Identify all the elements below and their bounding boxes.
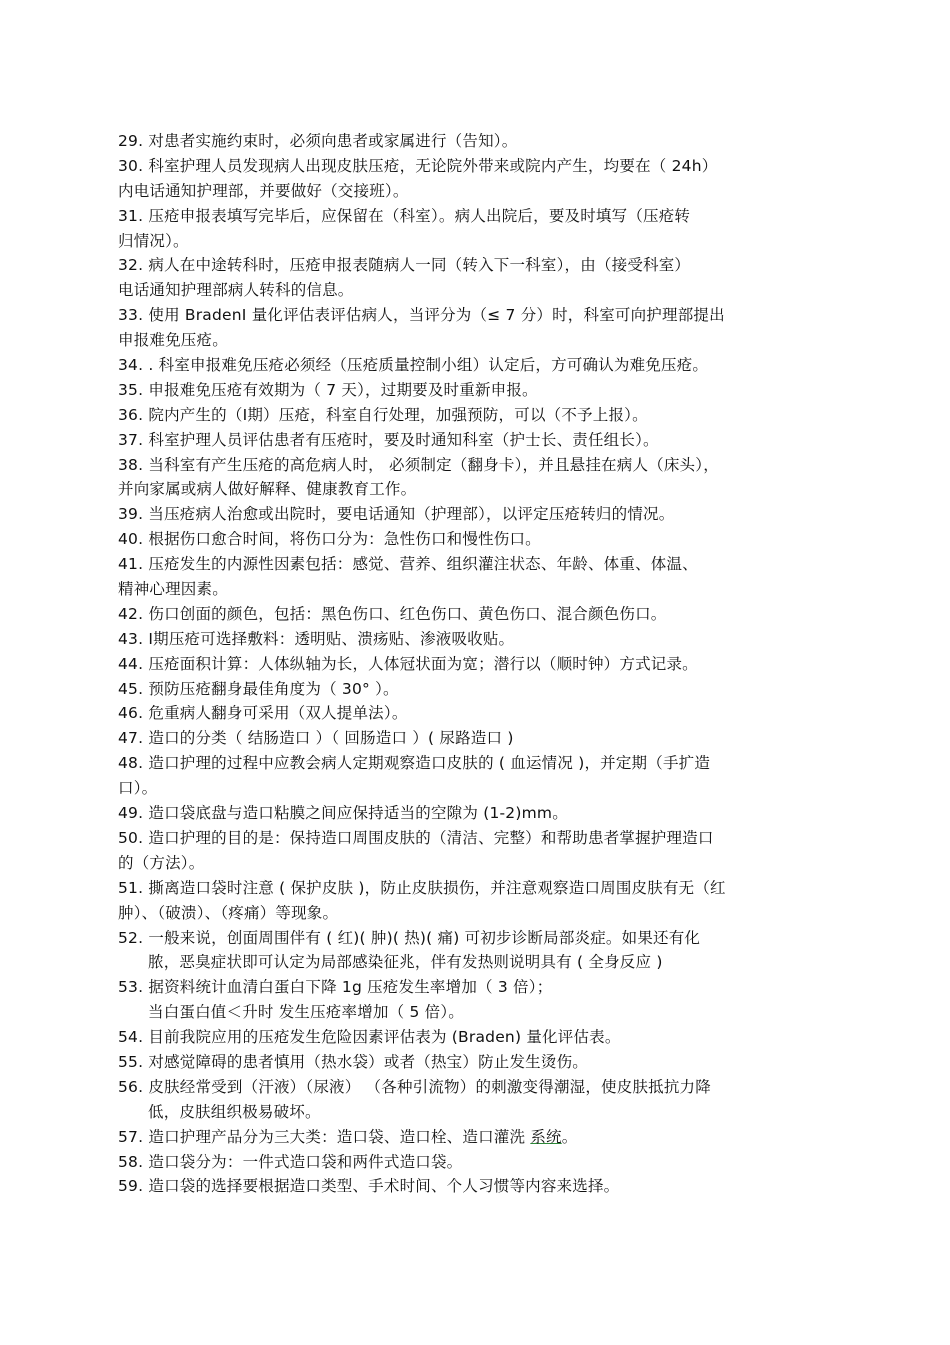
text-line: 36. 院内产生的（Ⅰ期）压疮，科室自行处理，加强预防，可以（不予上报）。 [118,405,648,424]
text-line: 55. 对感觉障碍的患者慎用（热水袋）或者（热宝）防止发生烫伤。 [118,1052,588,1071]
text-line: 低，皮肤组织极易破坏。 [148,1102,321,1121]
text-line: 43. Ⅰ期压疮可选择敷料：透明贴、溃疡贴、渗液吸收贴。 [118,629,515,648]
text-line: 58. 造口袋分为：一件式造口袋和两件式造口袋。 [118,1152,463,1171]
text-line-57 [118,1125,838,1150]
text-line: 35. 申报难免压疮有效期为（ 7 天），过期要及时重新申报。 [118,380,538,399]
text-line: 口）。 [118,779,158,798]
text-line: 并向家属或病人做好解释、健康教育工作。 [118,480,417,499]
text-line: 39. 当压疮病人治愈或出院时，要电话通知（护理部），以评定压疮转归的情况。 [118,505,675,524]
text-line: 脓，恶臭症状即可认定为局部感染征兆，伴有发热则说明具有 ( 全身反应 ) [148,953,663,972]
text-line: 内电话通知护理部，并要做好（交接班）。 [118,181,409,200]
text-line: 42. 伤口创面的颜色，包括：黑色伤口、红色伤口、黄色伤口、混合颜色伤口。 [118,604,667,623]
text-line: 29. 对患者实施约束时，必须向患者或家属进行（告知）。 [118,132,518,150]
text-line-57-end: 。 [561,1127,578,1146]
text-line: 32. 病人在中途转科时，压疮申报表随病人一同（转入下一科室），由（接受科室） [118,256,691,275]
text-line: 31. 压疮申报表填写完毕后，应保留在（科室）。病人出院后，要及时填写（压疮转 [118,206,691,225]
text-line: 41. 压疮发生的内源性因素包括：感觉、营养、组织灌注状态、年龄、体重、体温、 [118,555,698,574]
text-line: 37. 科室护理人员评估患者有压疮时，要及时通知科室（护士长、责任组长）。 [118,430,659,449]
underlined-word: 系统 [530,1127,562,1146]
text-line: 50. 造口护理的目的是：保持造口周围皮肤的（清洁、完整）和帮助患者掌握护理造口 [118,828,714,847]
text-line: 48. 造口护理的过程中应教会病人定期观察造口皮肤的 ( 血运情况 )，并定期（手扩造 [118,754,711,773]
text-line: 30. 科室护理人员发现病人出现皮肤压疮，无论院外带来或院内产生，均要在（ 24h） [118,156,718,175]
text-line: 59. 造口袋的选择要根据造口类型、手术时间、个人习惯等内容来选择。 [118,1177,620,1196]
text-line: 51. 撕离造口袋时注意 ( 保护皮肤 )，防止皮肤损伤，并注意观察造口周围皮肤有无（红 [118,878,726,897]
text-line: 38. 当科室有产生压疮的高危病人时， 必须制定（翻身卡），并且悬挂在病人（床头）， [118,455,719,474]
text-line: 54. 目前我院应用的压疮发生危险因素评估表为 (Braden) 量化评估表。 [118,1028,621,1047]
text-line: 归情况）。 [118,231,189,250]
text-line: 当白蛋白值＜升时 发生压疮率增加（ 5 倍）。 [148,1003,464,1022]
text-line: 电话通知护理部病人转科的信息。 [118,281,354,300]
text-line: 申报难免压疮。 [118,331,228,350]
text-line: 肿）、（破溃）、（疼痛）等现象。 [118,903,339,922]
text-line: 44. 压疮面积计算：人体纵轴为长，人体冠状面为宽；潜行以（顺时钟）方式记录。 [118,654,698,673]
text-line: 53. 据资料统计血清白蛋白下降 1g 压疮发生率增加（ 3 倍）； [118,978,553,997]
text-line: 47. 造口的分类（ 结肠造口 ）（ 回肠造口 ）( 尿路造口 ) [118,729,514,748]
text-line: 精神心理因素。 [118,580,228,599]
text-line: 56. 皮肤经常受到（汗液）（尿液） （各种引流物）的刺激变得潮湿，使皮肤抵抗力降 [118,1077,711,1096]
text-line: 34. . 科室申报难免压疮必须经（压疮质量控制小组）认定后，方可确认为难免压疮。 [118,356,709,375]
text-line: 40. 根据伤口愈合时间，将伤口分为：急性伤口和慢性伤口。 [118,530,541,549]
text-line: 33. 使用 BradenI 量化评估表评估病人，当评分为（≤ 7 分）时，科室可向护理部提出 [118,306,725,325]
text-line: 46. 危重病人翻身可采用（双人提单法）。 [118,704,408,723]
text-line-57-start: 57. 造口护理产品分为三大类：造口袋、造口栓、造口灌洗 [118,1127,531,1146]
text-line: 49. 造口袋底盘与造口粘膜之间应保持适当的空隙为 (1-2)mm。 [118,804,568,823]
text-line: 52. 一般来说，创面周围伴有 ( 红)( 肿)( 热)( 痛) 可初步诊断局部炎症。如果还有化 [118,928,701,947]
text-line: 45. 预防压疮翻身最佳角度为（ 30° ）。 [118,679,399,698]
document-body [118,129,838,1199]
text-line: 的（方法）。 [118,853,205,872]
